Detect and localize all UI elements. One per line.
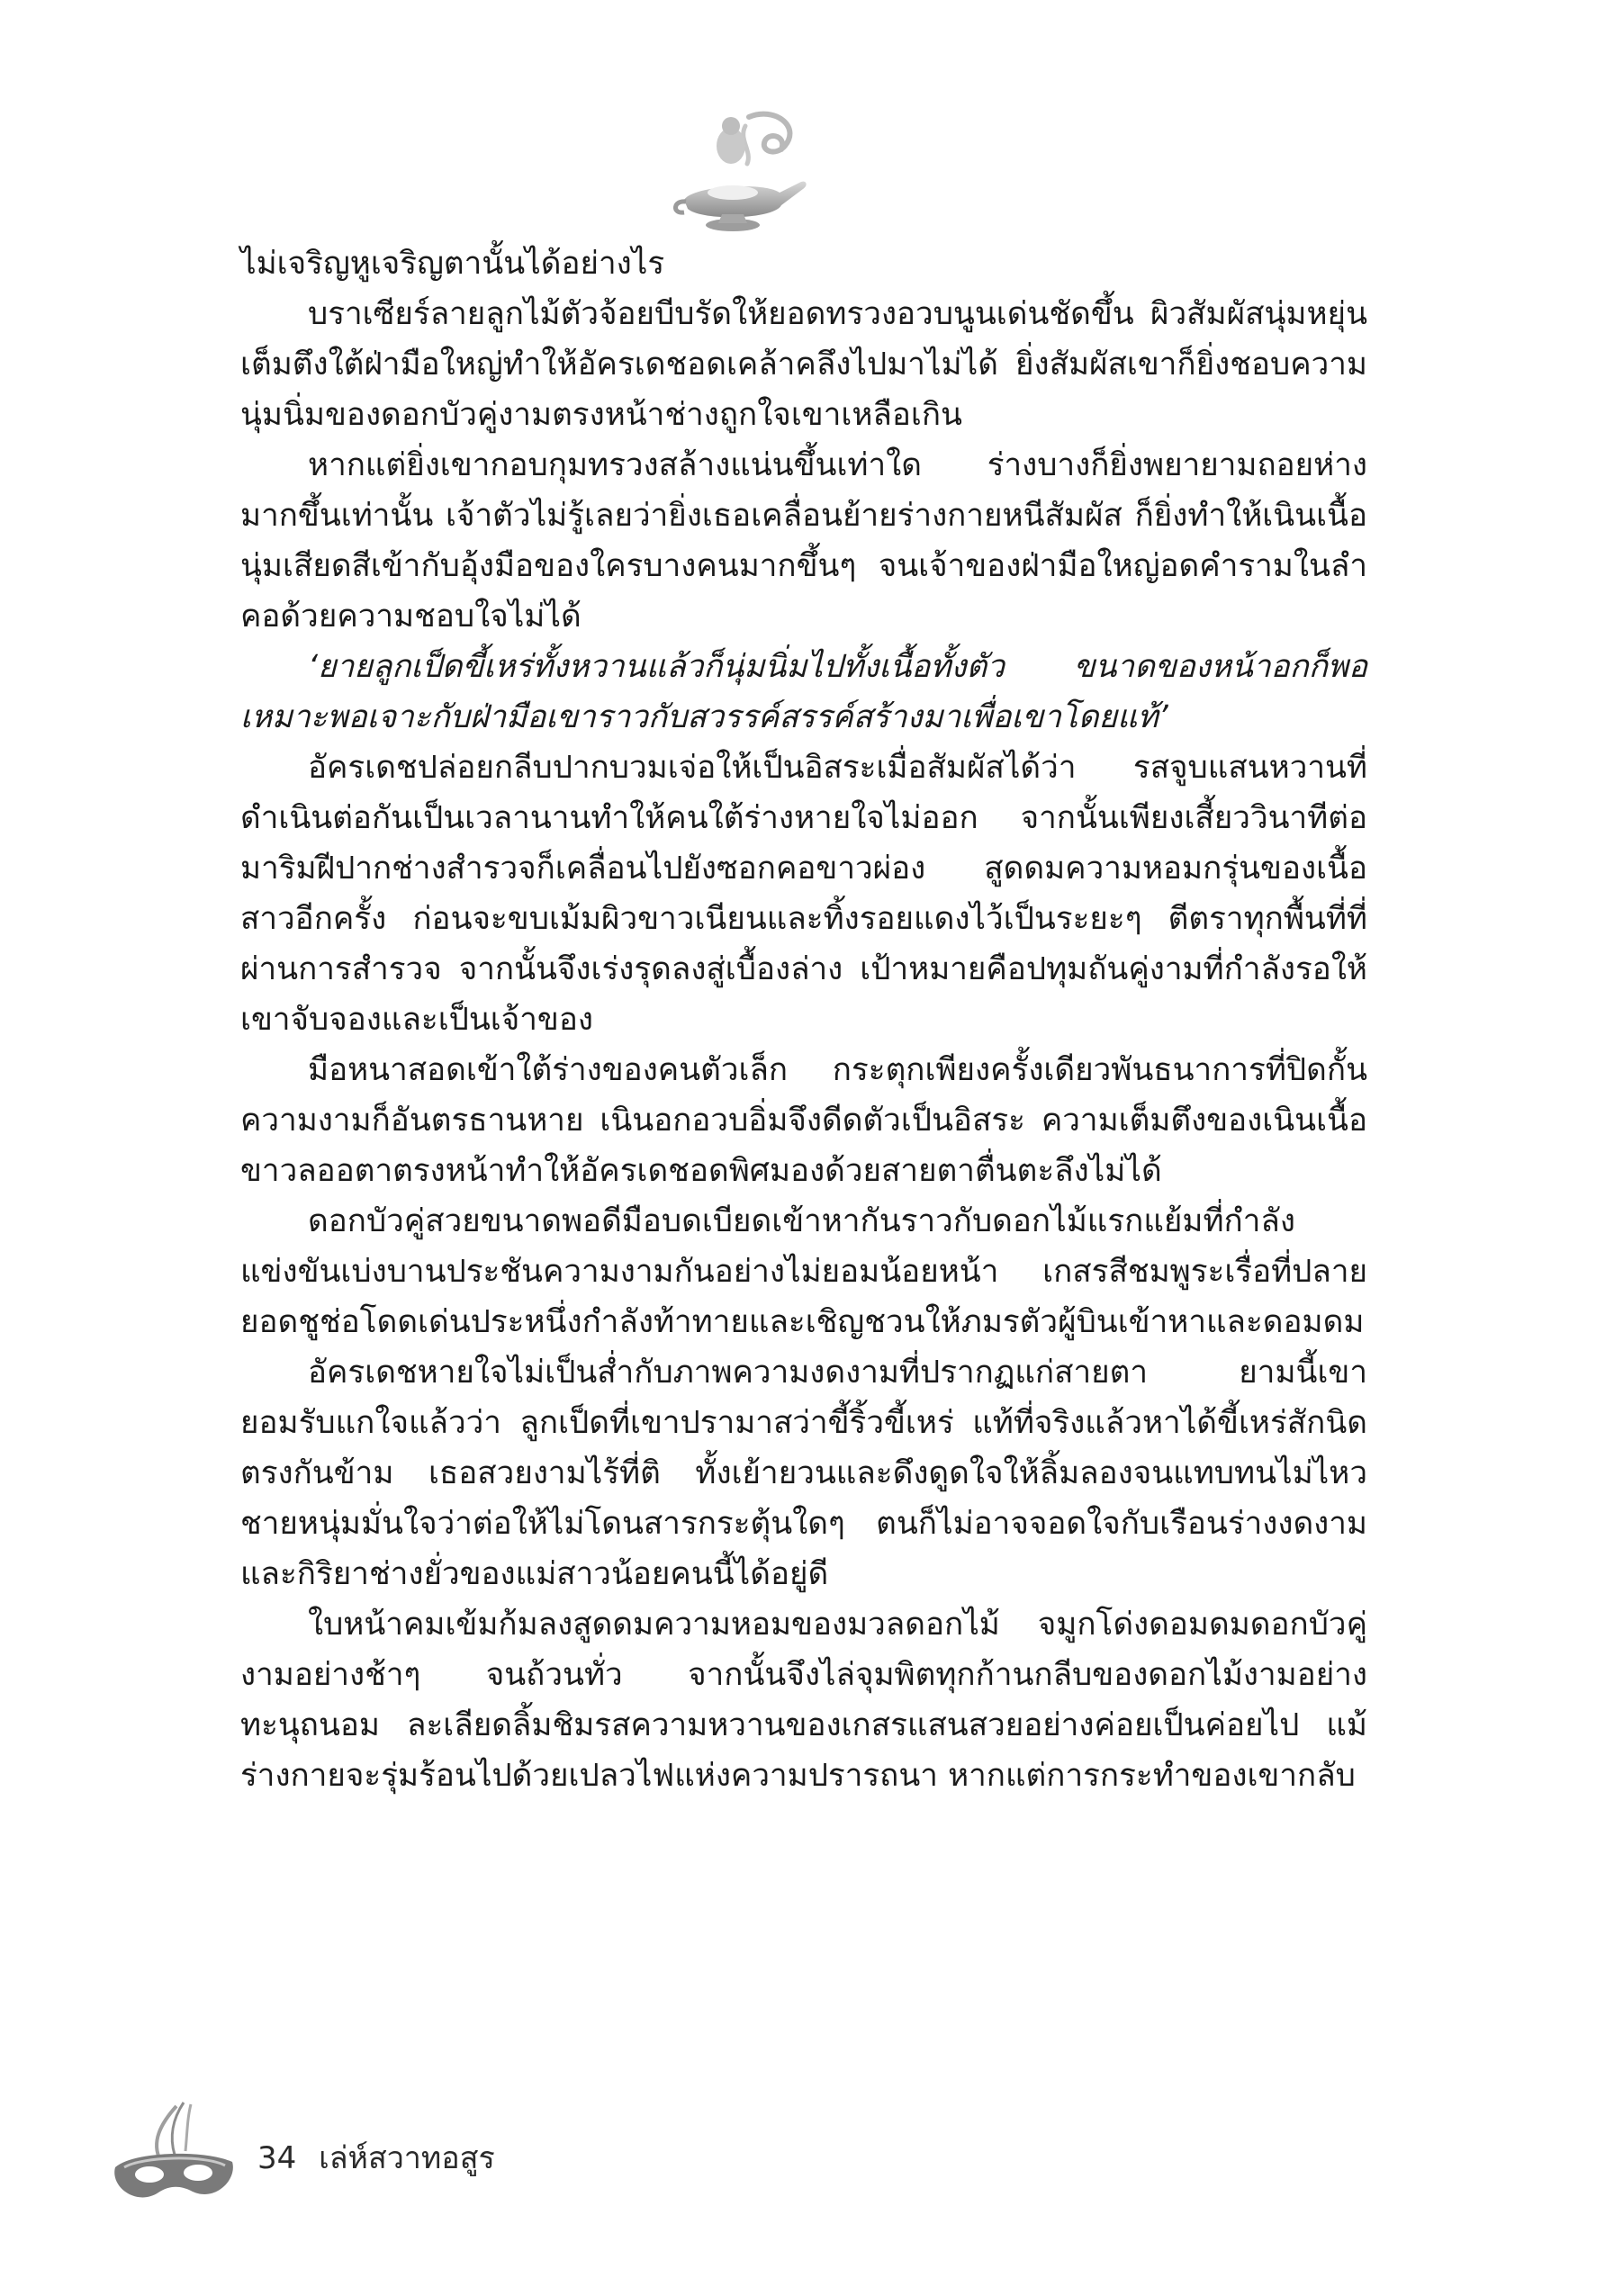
genie-lamp-icon bbox=[666, 99, 819, 252]
paragraph: หากแต่ยิ่งเขากอบกุมทรวงสล้างแน่นขึ้นเท่าใด ร่างบางก็ยิ่งพยายามถอยห่างมากขึ้นเท่านั้น เจ้าตัวไม่รู้เลยว่ายิ่งเธอเคลื่อนย้ายร่างกายหนีสัมผัส ก็ยิ่งทำให้เนินเนื้อนุ่มเสียดสีเข้ากับอุ้งมือของใครบางคนมากขึ้นๆ จนเจ้าของฝ่ามือใหญ่อดคำรามในลำคอด้วยความชอบใจไม่ได้ bbox=[240, 447, 1367, 635]
book-title: เล่ห์สวาทอสูร bbox=[319, 2140, 495, 2176]
body-text bbox=[240, 239, 1367, 1801]
paragraph: ดอกบัวคู่สวยขนาดพอดีมือบดเบียดเข้าหากันราวกับดอกไม้แรกแย้มที่กำลังแข่งขันเบ่งบานประชันความงามกันอย่างไม่ยอมน้อยหน้า เกสรสีชมพูระเรื่อที่ปลายยอดชูช่อโดดเด่นประหนึ่งกำลังท้าทายและเชิญชวนให้ภมรตัวผู้บินเข้าหาและดอมดม bbox=[240, 1203, 1367, 1340]
italic-inner-thought: ‘ยายลูกเป็ดขี้เหร่ทั้งหวานแล้วก็นุ่มนิ่มไปทั้งเนื้อทั้งตัว ขนาดของหน้าอกก็พอเหมาะพอเจาะกับฝ่ามือเขาราวกับสวรรค์สรรค์สร้างมาเพื่อเขาโดยแท้’ bbox=[240, 649, 1367, 735]
paragraph: อัครเดชหายใจไม่เป็นส่ำกับภาพความงดงามที่ปรากฏแก่สายตา ยามนี้เขายอมรับแกใจแล้วว่า ลูกเป็ดที่เขาปรามาสว่าขี้ริ้วขี้เหร่ แท้ที่จริงแล้วหาได้ขี้เหร่สักนิดตรงกันข้าม เธอสวยงามไร้ที่ติ ทั้งเย้ายวนและดึงดูดใจให้ลิ้มลองจนแทบทนไม่ไหว ชายหนุ่มมั่นใจว่าต่อให้ไม่โดนสารกระตุ้นใดๆ ตนก็ไม่อาจจอดใจกับเรือนร่างงดงามและกิริยาช่างยั่วของแม่สาวน้อยคนนี้ได้อยู่ดี bbox=[240, 1355, 1367, 1592]
paragraph: ใบหน้าคมเข้มก้มลงสูดดมความหอมของมวลดอกไม้ จมูกโด่งดอมดมดอกบัวคู่งามอย่างช้าๆ จนถ้วนทั่ว จากนั้นจึงไล่จุมพิตทุกก้านกลีบของดอกไม้งามอย่างทะนุถนอม ละเลียดลิ้มชิมรสความหวานของเกสรแสนสวยอย่างค่อยเป็นค่อยไป แม้ร่างกายจะรุ่มร้อนไปด้วยเปลวไฟแห่งความปรารถนา หากแต่การกระทำของเขากลับ bbox=[240, 1607, 1367, 1794]
paragraph: ไม่เจริญหูเจริญตานั้นได้อย่างไร bbox=[240, 246, 665, 282]
page-footer bbox=[257, 2140, 495, 2176]
masquerade-mask-icon bbox=[97, 2097, 250, 2223]
paragraph: มือหนาสอดเข้าใต้ร่างของคนตัวเล็ก กระตุกเพียงครั้งเดียวพันธนาการที่ปิดกั้นความงามก็อันตรธานหาย เนินอกอวบอิ่มจึงดีดตัวเป็นอิสระ ความเต็มตึงของเนินเนื้อขาวลออตาตรงหน้าทำให้อัครเดชอดพิศมองด้วยสายตาตื่นตะลึงไม่ได้ bbox=[240, 1052, 1367, 1189]
page-number: 34 bbox=[257, 2140, 297, 2176]
paragraph: อัครเดชปล่อยกลีบปากบวมเจ่อให้เป็นอิสระเมื่อสัมผัสได้ว่า รสจูบแสนหวานที่ดำเนินต่อกันเป็นเวลานานทำให้คนใต้ร่างหายใจไม่ออก จากนั้นเพียงเสี้ยววินาทีต่อมาริมฝีปากช่างสำรวจก็เคลื่อนไปยังซอกคอขาวผ่อง สูดดมความหอมกรุ่นของเนื้อสาวอีกครั้ง ก่อนจะขบเม้มผิวขาวเนียนและทิ้งรอยแดงไว้เป็นระยะๆ ตีตราทุกพื้นที่ที่ผ่านการสำรวจ จากนั้นจึงเร่งรุดลงสู่เบื้องล่าง เป้าหมายคือปทุมถันคู่งามที่กำลังรอให้เขาจับจองและเป็นเจ้าของ bbox=[240, 750, 1367, 1038]
paragraph: บราเซียร์ลายลูกไม้ตัวจ้อยบีบรัดให้ยอดทรวงอวบนูนเด่นชัดขึ้น ผิวสัมผัสนุ่มหยุ่นเต็มตึงใต้ฝ่ามือใหญ่ทำให้อัครเดชอดเคล้าคลึงไปมาไม่ได้ ยิ่งสัมผัสเขาก็ยิ่งชอบความนุ่มนิ่มของดอกบัวคู่งามตรงหน้าช่างถูกใจเขาเหลือเกิน bbox=[240, 296, 1367, 433]
